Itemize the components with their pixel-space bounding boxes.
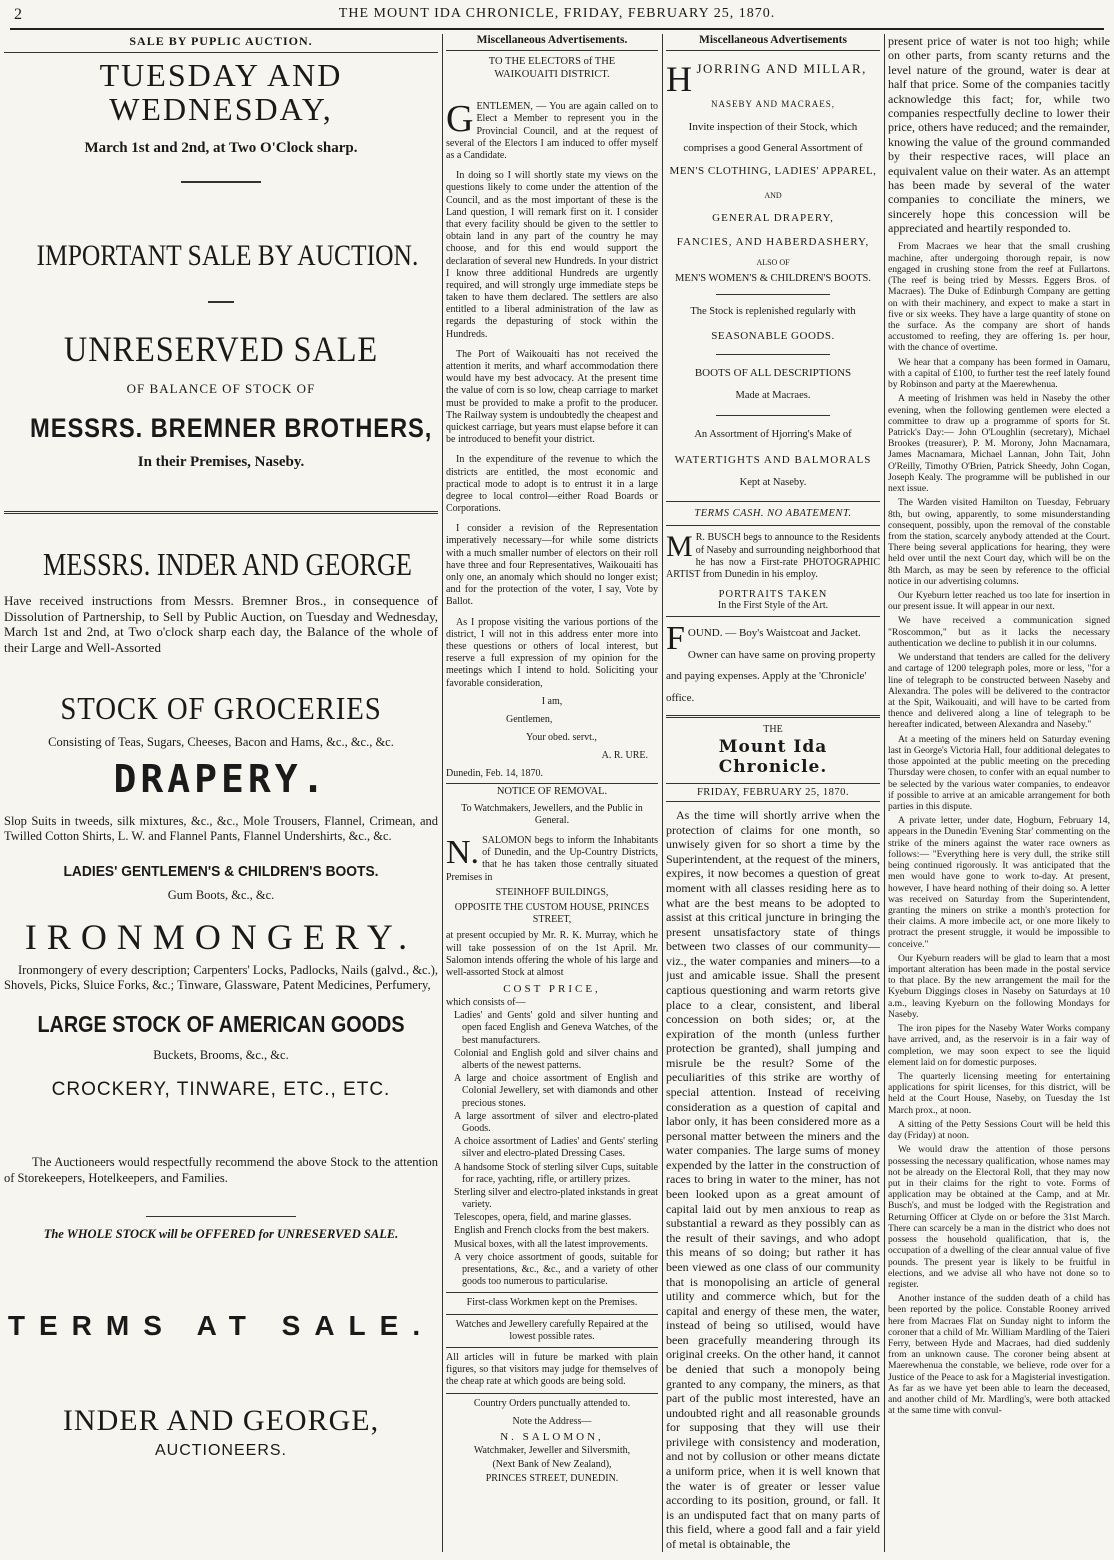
boots-all: BOOTS OF ALL DESCRIPTIONS (694, 367, 852, 380)
the-label: THE (763, 724, 783, 736)
news-paragraph: We have received a communication signed "Roscommon," but as it lacks the necessary authentication we decline to publish it in our columns. (888, 615, 1110, 649)
news-paragraph: A sitting of the Petty Sessions Court will be held this day (Friday) at noon. (888, 1118, 1110, 1142)
divider (716, 294, 830, 295)
misc-ads-column (446, 34, 658, 1556)
signoff-name: INDER AND GEORGE, (62, 1403, 380, 1437)
item-list-entry: English and French clocks from the best makers. (454, 1225, 649, 1237)
notice-removal: NOTICE OF REMOVAL. (496, 785, 608, 797)
and-line: AND (764, 190, 782, 200)
found-text: OUND. — Boy's Waistcoat and Jacket. Owner can have same on proving property and paying expenses. Apply at the 'Chronicle' office. (666, 627, 876, 704)
cost-price: COST PRICE, (503, 983, 601, 996)
divider (666, 525, 880, 526)
country-orders: Country Orders punctually attended to. (473, 1397, 631, 1409)
drop-cap: H (666, 59, 694, 99)
plain-figures: All articles will in future be marked with plain figures, so that visitors may judge for themselves of the cheap rate at which goods are being sold. (446, 1351, 658, 1388)
opposite: OPPOSITE THE CUSTOM HOUSE, PRINCES STREET, (454, 901, 650, 926)
note-address: Note the Address— (512, 1415, 592, 1427)
auction-days: TUESDAY AND WEDNESDAY, (99, 57, 343, 127)
salomon-text: SALOMON begs to inform the Inhabitants of Dunedin, and the Up-Country Districts, that he has taken those centrally situated Premises in (446, 835, 658, 883)
item-list-entry: Telescopes, opera, field, and marine glasses. (454, 1212, 632, 1224)
item-list-entry: A choice assortment of Ladies' and Gents' sterling silver and electro-plated Dressing Cases. (454, 1136, 658, 1160)
column-rule (442, 34, 443, 1552)
princes-street: PRINCES STREET, DUNEDIN. (485, 1473, 619, 1485)
to-watchmakers: To Watchmakers, Jewellers, and the Public in General. (461, 802, 643, 826)
column-rule (884, 34, 885, 1552)
divider (716, 354, 830, 355)
news-column (888, 34, 1110, 1556)
address-paragraph: ENTLEMEN, — You are again called on to Elect a Member to represent you in the Provincial Council, and at the request of several of the Electors I am induced to offer myself as a Candidate. (446, 101, 658, 161)
unreserved-title: UNRESERVED SALE (63, 329, 379, 370)
column-rule (662, 34, 663, 1552)
news-paragraph: Our Kyeburn readers will be glad to learn that a most important alteration has been made in the postal service to that place. By the new arrangement the mail for the Kyeburn Diggings closes in Naseby on Saturdays at 10 a.m., leaving Kyeburn on the following Mondays for Naseby. (888, 952, 1110, 1020)
divider (446, 1314, 658, 1315)
divider (446, 1292, 658, 1293)
seasonable: SEASONABLE GOODS. (711, 330, 835, 343)
hjorring-name: JORRING AND MILLAR, (696, 61, 867, 76)
issue-date: FRIDAY, FEBRUARY 25, 1870. (696, 787, 850, 799)
salomon-name: N. SALOMON, (500, 1430, 604, 1443)
dunedin-date: Dunedin, Feb. 14, 1870. (446, 768, 543, 780)
auction-date: March 1st and 2nd, at Two O'Clock sharp. (84, 140, 358, 157)
replenished: The Stock is replenished regularly with (690, 305, 856, 317)
drop-cap: M (666, 530, 693, 564)
news-paragraph: From Macraes we hear that the small crushing machine, after undergoing thorough repair, is now engaged in crushing stone from the reef at Fullartons. (The reef is being tried by Messrs. Eggers Bros. of Macraes). The Duke of Edinburgh Company are getting on with their machinery, and expect to make a start in five or six weeks. They have a large quantity of stone on the surface. As the company are short of hands accustomed to reefing, they are offering 1s. per hour, with the chance of overtime. (888, 241, 1110, 354)
terms-cash: TERMS CASH. NO ABATEMENT. (694, 508, 852, 520)
premises-line: In their Premises, Naseby. (137, 454, 305, 471)
divider (446, 783, 658, 784)
electors-heading: TO THE ELECTORS of THE WAIKOUAITI DISTRICT. (488, 56, 616, 81)
gumboots-line: Gum Boots, &c., &c. (167, 887, 275, 902)
first-style: In the First Style of the Art. (717, 600, 829, 612)
news-paragraph: We hear that a company has been formed in Oamaru, with a capital of £100, to further test the reef lately found by Robinson and party at the Maerewhenua. (888, 356, 1110, 391)
news-paragraph: The quarterly licensing meeting for entertaining applications for spirit licenses, for this district, will be held at the Court House, Naseby, on Tuesday the 1st March prox., at noon. (888, 1071, 1110, 1116)
news-paragraph: At a meeting of the miners held on Saturday evening last in George's Victoria Hall, four additional delegates to those appointed at the public meeting on the preceding Thursday were chosen, to confer with an equal number to be selected by the various water companies, to endeavor if possible to arrive at an amicable arrangement for both parties in this dispute. (888, 733, 1110, 812)
misc-header: Miscellaneous Advertisements. (476, 34, 628, 46)
address-paragraph: In doing so I will shortly state my views on the questions likely to come under the attention of the Council, and as the most important of these is the Land question, I will remark first on it. I consider that every facility should be given to the settler to obtain land in any part of the country he may choose, and for this end would support the declaration of several new Hundreds. In your district I know three additional Hundreds are urgently required, and will strongly urge immediate steps be taken to have them declared. The settlers are also entitled to a liberal administration of the law as regards the depasturing of stock within the Hundreds. (446, 170, 658, 340)
whole-stock-line: The WHOLE STOCK will be OFFERED for UNRESERVED SALE. (43, 1226, 399, 1241)
fancies: FANCIES, AND HABERDASHERY, (676, 235, 870, 248)
general-drapery: GENERAL DRAPERY, (712, 211, 834, 224)
item-list-entry: A large assortment of silver and electro-plated Goods. (454, 1110, 658, 1134)
also-of: ALSO OF (756, 257, 790, 267)
assortment: An Assortment of Hjorring's Make of (694, 429, 852, 441)
groceries-desc: Consisting of Teas, Sugars, Cheeses, Bacon and Hams, &c., &c., &c. (48, 734, 394, 749)
address-paragraph: The Port of Waikouaiti has not received the attention it merits, and wharf accommodation there would have my best advocacy. At the present time the value of corn is so low, cheap carriage to market must be provided to make a profit to the producer. The Railway system is undoubtedly the cheapest and quickest carriage, but years must elapse before it can be introduced to benefit your district. (446, 348, 658, 446)
bremner-title: MESSRS. BREMNER BROTHERS, (30, 413, 433, 444)
news-items (888, 241, 1110, 1416)
signature-ure: A. R. URE. (601, 750, 648, 762)
editorial-text: As the time will shortly arrive when the protection of claims for one month, so unwisely given for so short a time by the Superintendent, at the request of the miners, expires, it now becomes a question of great moment with all classes residing here as to what are the best means to be adopted to assist at this critical juncture in bringing the present unsatisfactory state of things between two classes of our community—viz., the water companies and miners—to a just and amicable issue. Shall the present captious questioning and warm retorts give place to a clear, consistent, and liberal concession on both sides; or, at the expiration of the month (unless further protection be granted), shall jumping and misrule be the result? Some of the peculiarities of this strike are worthy of special attention. Instead of receiving consideration as a question of capital and labor only, it has been considered more as a personal matter between the miners and the water companies. The large sums of money expended by the latter in the construction of races to bring in water to the miner, has not been looked upon as a great amount of capital laid out by men anxious to reap as substantial a reward as they possibly can as the result of their savings, and who adopt this means of so doing; but rather it has been viewed as one class of our community that is monopolising an article of general utility and commerce which, but for the capital and energy of these men, the water, instead of being so utilised, would have been gracefully meandering through its original creeks. On the other hand, it cannot be denied that such a monopoly being granted to any company, the miners, as that part of the public most interested, have an undoubted right and all reasonable grounds for supposing that they will use their privilege with consistency and moderation, and not by collusion or other means dictate a uniform price, when it is well known that the water is of greater or lesser value according to its position, ground, or fall. It is an undisputed fact that on many parts of this field, where a good fall and a fair yield of metal is obtainable, the (666, 808, 880, 1551)
hjorring-column (666, 34, 880, 1556)
divider (146, 1216, 296, 1217)
masthead-rule (10, 28, 1104, 30)
news-paragraph: We understand that tenders are called for the delivery and cartage of 1200 telegraph poles, more or less, "for a line of telegraph to be constructed between Naseby and Alexandra. The poles will be delivered to the contractor at the Spit, Waikouaiti, and will have to be carted from thence and delivered along a line of telegraph to be hereafter indicated, between Alexandra and Naseby." (888, 652, 1110, 731)
made-at: Made at Macraes. (735, 390, 811, 402)
next-bank: (Next Bank of New Zealand), (492, 1459, 612, 1471)
misc-header-2: Miscellaneous Advertisements (699, 34, 847, 46)
kept-at: Kept at Naseby. (739, 476, 807, 488)
item-list (446, 1010, 658, 1288)
divider (666, 616, 880, 617)
address-paragraph: I consider a revision of the Representation imperatively necessary—for while some districts with a much smaller number of electors on their roll have three and four Representatives, Waikouaiti has only one, an anomaly which should no longer exist; and for the protection of the voter, I say, Vote by Ballot. (446, 523, 658, 608)
obedient: Your obed. servt., (526, 732, 597, 744)
drapery-title: DRAPERY. (113, 756, 329, 801)
divider (666, 801, 880, 802)
mwc-boots: MEN'S WOMEN'S & CHILDREN'S BOOTS. (675, 272, 871, 284)
occupied-text: at present occupied by Mr. R. K. Murray, which he will take possession of on the 1st April. Mr. Salomon intends offering the whole of his large and well-assorted Stock at almost (446, 930, 658, 978)
drop-cap: N. (446, 834, 480, 871)
item-list-entry: A large and choice assortment of English and Colonial Jewellery, set with diamonds and other precious stones. (454, 1073, 658, 1109)
item-list-entry: Ladies' and Gents' gold and silver hunting and open faced English and Geneva Watches, of the best manufacturers. (454, 1010, 658, 1046)
watertights: WATERTIGHTS AND BALMORALS (674, 453, 872, 466)
divider (446, 1347, 658, 1348)
news-paragraph: A private letter, under date, Hogburn, February 14, appears in the Dunedin 'Evening Star' commenting on the strike of the miners against the water race owners as follows:— "Everything here is very dull, the strike still being continued rigorously. It was anticipated that the men would have gone to work to-day. At present, however, I have heard nothing of their doing so. A letter was received on Saturday from the Superintendent, granting the miners on strike a month's protection for their claims. A more imbecile act, or one more likely to protract the present struggle, it would be impossible to conceive." (888, 815, 1110, 950)
editorial-continued: present price of water is not too high; while on other parts, from scanty returns and the level nature of the ground, water is dear at half that price. Some of the companies tacitly acknowledge this fact; for, while two companies respectfully decline to lower their price, others have reduced; and the remainder, knowing the value of the ground commanded by their respective races, will place an equivalent value on their water. As an attempt has been made by several of the water companies to conciliate the miners, we sincerely hope this concession will be appreciated and heartily responded to. (888, 34, 1110, 236)
consists: which consists of— (446, 997, 526, 1009)
boots-title: LADIES' GENTLEMEN'S & CHILDREN'S BOOTS. (63, 862, 379, 880)
masthead (0, 4, 1114, 28)
mens-clothing: MEN'S CLOTHING, LADIES' APPAREL, (669, 164, 877, 177)
divider (666, 501, 880, 502)
recommend-text: The Auctioneers would respectfully recommend the above Stock to the attention of Storekeepers, Hotelkeepers, and Families. (4, 1155, 438, 1185)
news-paragraph: Another instance of the sudden death of a child has been reported by the police. Constable Rooney arrived here from Macraes Flat on Sunday night to inform the coroner that a child of Mr. William Mardling of the Taieri Ferry, between Hyde and Macraes, had died suddenly from an unknown cause. The coroner being absent at Maerewhenua the constable, we believe, rode over for a Justice of the Peace to ask for a Magisterial investigation. As far as we have yet been able to learn the deceased, and another child of Mr. Mardling's, were both attacked at the same time with convul- (888, 1293, 1110, 1417)
auction-header: SALE BY PUPLIC AUCTION. (129, 34, 313, 48)
item-list-entry: Colonial and English gold and silver chains and alberts of the newest patterns. (454, 1047, 658, 1071)
divider (446, 1393, 658, 1394)
ironmongery-title: IRONMONGERY. (24, 916, 418, 957)
i-am: I am, (541, 695, 563, 707)
american-goods-title: LARGE STOCK OF AMERICAN GOODS (37, 1011, 405, 1038)
item-list-entry: A very choice assortment of goods, suitable for presentations, &c., &c., and a variety of other goods too numerous to particularise. (454, 1251, 658, 1288)
gentlemen: Gentlemen, (506, 713, 553, 725)
hjorring-location: NASEBY AND MACRAES, (711, 99, 835, 109)
chronicle-masthead: Mount Ida Chronicle. (718, 737, 828, 778)
address-paragraph: In the expenditure of the revenue to which the districts are entitled, the most economic and practical mode to adopt is to entrust it in a large degree to local control—either Road Boards or Corporations. (446, 454, 658, 515)
news-paragraph: The Warden visited Hamilton on Tuesday, February 8th, but owing, apparently, to some misunderstanding consequent, possibly, upon the removal of the constable from the station, scarcely anybody attended at the Court. There being several applications for hearing, they were held over until the next Court day, which will be on the 8th March, as may be seen by reference to the official notice in our advertising columns. (888, 497, 1110, 587)
terms-title: TERMS AT SALE. (7, 1309, 435, 1341)
news-paragraph: A meeting of Irishmen was held in Naseby the other evening, when the following gentlemen were elected a committee to draw up a programme of sports for St. Patrick's Day:— John O'Loughlin (secretary), Michael Brookes (treasurer), P. M. Morony, John Macnamara, James Macnamara, Michael Lannan, John Tait, John O'Reilly, Timothy O'Brien, Patrick Sheedy, John Cogan, Joseph Kealy. The programme will be published in our next issue. (888, 393, 1110, 495)
drop-cap: F (666, 620, 685, 658)
divider (716, 415, 830, 416)
item-list-entry: A handsome Stock of sterling silver Cups, suitable for race, yachting, rifle, or artillery prizes. (454, 1161, 658, 1185)
news-paragraph: Our Kyeburn letter reached us too late for insertion in our present issue. It will appear in our next. (888, 590, 1110, 613)
portraits: PORTRAITS TAKEN (718, 589, 828, 601)
page-number: 2 (14, 6, 23, 23)
ironmongery-desc: Ironmongery of every description; Carpenters' Locks, Padlocks, Nails (galvd., &c.), Shovels, Picks, Sluice Forks, &c.; Tinware, Glassware, Patent Medicines, Perfumery, (4, 962, 438, 993)
repaired-line: Watches and Jewellery carefully Repaired at the lowest possible rates. (455, 1318, 649, 1342)
divider (666, 783, 880, 784)
steinhoff: STEINHOFF BUILDINGS, (495, 886, 609, 898)
address-paragraph: As I propose visiting the various portions of the district, I will not in this address enter more into these questions or others of local interest, but reserve a full expression of my opinion for the meetings which I intend to hold. Soliciting your favorable consideration, (446, 616, 658, 689)
balance-line: OF BALANCE OF STOCK OF (126, 381, 316, 397)
drop-cap: G (446, 98, 474, 141)
divider (181, 181, 261, 183)
news-paragraph: We would draw the attention of those persons possessing the necessary qualification, whose names may not be already on the Electoral Roll, that they may now put in their claims for the right to vote. Forms of application may be obtained at the Camp, and at Mr. Busch's, and must be lodged with the Registration and Returning Officer at Clyde on or before the 31st March. There can scarcely be a man in the district who does not possess the household qualification, that is, the occupation of a dwelling of the clear annual value of five pounds. The present year is likely to be fruitful in elections, and we advise all who have not done so to register. (888, 1144, 1110, 1290)
drapery-desc: Slop Suits in tweeds, silk mixtures, &c., &c., Mole Trousers, Flannel, Crimean, and Twilled Cotton Shirts, L. W. and Flannel Pants, Flannel Undershirts, &c., &c. (4, 813, 438, 844)
salomon-trade: Watchmaker, Jeweller and Silversmith, (473, 1444, 631, 1456)
buckets-line: Buckets, Brooms, &c., &c. (153, 1048, 289, 1063)
auction-column (4, 34, 438, 1556)
important-sale-title: IMPORTANT SALE BY AUCTION. (36, 239, 419, 273)
instructions-text: Have received instructions from Messrs. Bremner Bros., in consequence of Dissolution of Partnership, to Sell by Public Auction, on Tuesday and Wednesday, March 1st and 2nd, at Two o'clock sharp each day, the Balance of the whole of their Large and Well-Assorted (4, 593, 438, 655)
news-paragraph: The iron pipes for the Naseby Water Works company have arrived, and, as the reservoir is in a fair way of completion, we may soon expect to see the liquid element laid on for domestic purposes. (888, 1023, 1110, 1068)
busch-text: R. BUSCH begs to announce to the Residents of Naseby and surrounding neighborhood that he has now a First-rate PHOTOGRAPHIC ARTIST from Dunedin in his employ. (666, 532, 880, 580)
item-list-entry: Sterling silver and electro-plated inkstands in great variety. (454, 1186, 658, 1211)
groceries-title: STOCK OF GROCERIES (60, 689, 382, 726)
auctioneers-line: AUCTIONEERS. (154, 1441, 287, 1459)
divider (666, 50, 880, 51)
item-list-entry: Musical boxes, with all the latest improvements. (454, 1238, 648, 1250)
crockery-title: CROCKERY, TINWARE, ETC., ETC. (51, 1079, 391, 1101)
divider (446, 50, 658, 51)
inder-george-title: MESSRS. INDER AND GEORGE (43, 546, 412, 583)
divider (666, 715, 880, 718)
divider (4, 52, 438, 53)
divider (208, 301, 234, 303)
invite-text: Invite inspection of their Stock, which comprises a good General Assortment of (683, 121, 863, 154)
masthead-title: THE MOUNT IDA CHRONICLE, FRIDAY, FEBRUARY 25, 1870. (338, 6, 776, 21)
workmen-line: First-class Workmen kept on the Premises. (466, 1297, 638, 1309)
divider (4, 511, 438, 514)
